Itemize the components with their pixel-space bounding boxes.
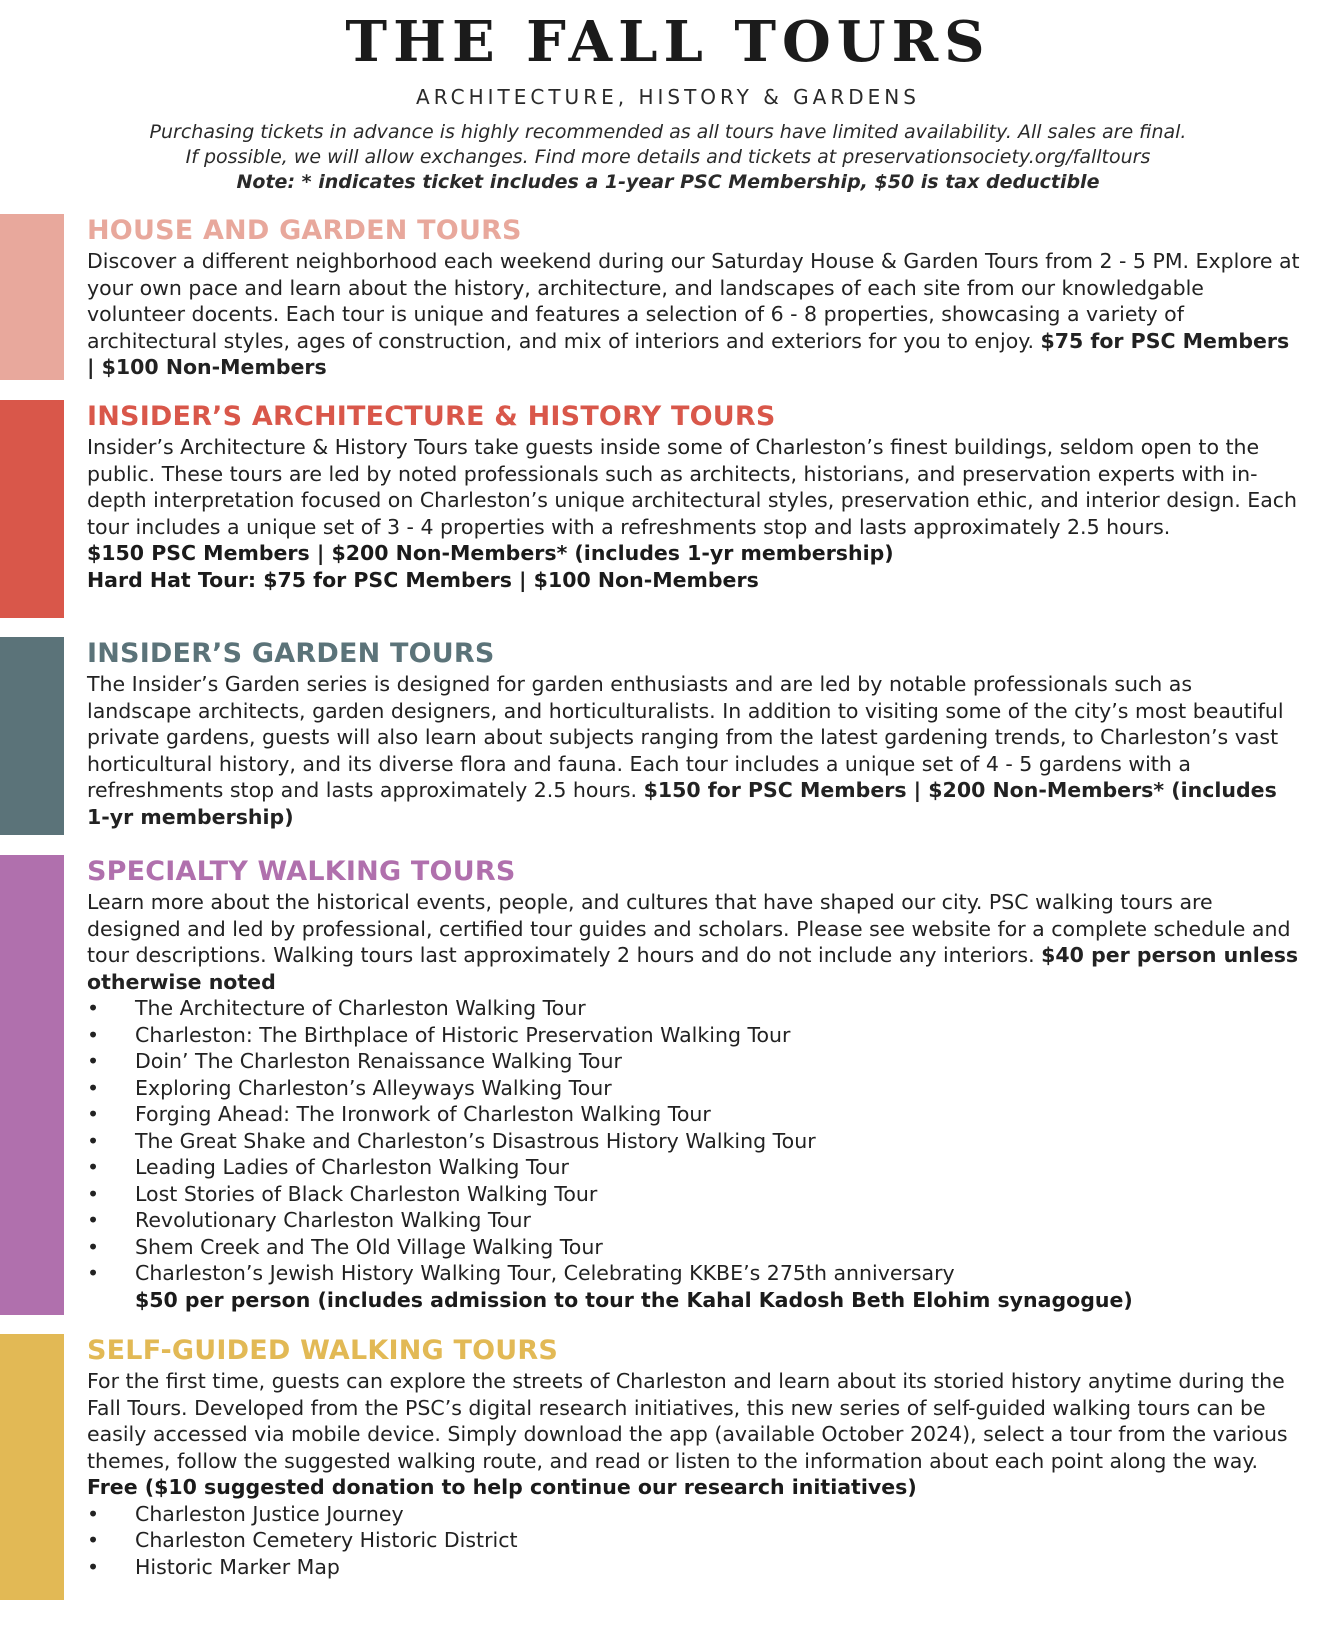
- tour-name: Charleston Cemetery Historic District: [135, 1528, 518, 1552]
- bullet-icon: •: [87, 1022, 100, 1047]
- section-description: [87, 248, 1302, 381]
- tour-name: Lost Stories of Black Charleston Walking Tour: [135, 1181, 598, 1206]
- insider-arch-color-bar: [0, 400, 64, 618]
- section-description: [87, 671, 1302, 830]
- tour-name: The Architecture of Charleston Walking Tour: [135, 996, 586, 1020]
- specialty-color-bar: [0, 855, 64, 1315]
- section-heading: INSIDER’S ARCHITECTURE & HISTORY TOURS: [87, 401, 776, 432]
- list-item: [87, 1181, 1302, 1208]
- tour-name: Exploring Charleston’s Alleyways Walking Tour: [135, 1075, 612, 1100]
- bullet-icon: •: [87, 1261, 100, 1285]
- list-item: [87, 1527, 1302, 1554]
- bullet-icon: •: [87, 996, 100, 1020]
- price-text: $75 for PSC Members | $100 Non-Members: [87, 328, 1290, 379]
- insider-garden-color-bar: [0, 637, 64, 835]
- section-description: [87, 889, 1302, 995]
- page-subtitle: ARCHITECTURE, HISTORY & GARDENS: [416, 85, 920, 109]
- list-item: [87, 1128, 1302, 1155]
- bullet-icon: •: [87, 1528, 100, 1552]
- tour-name: Revolutionary Charleston Walking Tour: [135, 1208, 531, 1232]
- section-heading: SELF-GUIDED WALKING TOURS: [87, 1335, 559, 1366]
- specialty-walking-section: [87, 855, 1302, 1313]
- self-guided-color-bar: [0, 1334, 64, 1600]
- tour-name: Shem Creek and The Old Village Walking Tour: [135, 1234, 603, 1259]
- list-item: [87, 1234, 1302, 1261]
- bullet-icon: •: [87, 1208, 100, 1232]
- price-text: $150 PSC Members | $200 Non-Members* (includes 1-yr membership): [87, 541, 894, 565]
- intro-line-1: Purchasing tickets in advance is highly recommended as all tours have limited availability. All sales are final.: [149, 121, 1187, 143]
- description-text: Discover a different neighborhood each weekend during our Saturday House & Garden Tours from 2 - 5 PM. Explore at your own pace and learn about the history, architecture, and landscapes of each site from our knowledgable volunteer docents. Each tour is unique and features a selection of 6 - 8 properties, showcasing a variety of architectural styles, ages of construction, and mix of interiors and exteriors for you to enjoy.: [87, 249, 1300, 353]
- tour-name: Forging Ahead: The Ironwork of Charleston Walking Tour: [135, 1102, 711, 1126]
- self-guided-tour-list: [87, 1501, 1302, 1581]
- bullet-icon: •: [87, 1128, 100, 1153]
- list-item: [87, 1207, 1302, 1234]
- description-text: Learn more about the historical events, people, and cultures that have shaped our city. PSC walking tours are designed and led by professional, certified tour guides and scholars. Please see website for a complete schedule and tour descriptions. Walking tours last approximately 2 hours and do not include any interiors.: [87, 890, 1291, 967]
- description-text: The Insider’s Garden series is designed for garden enthusiasts and are led by notable professionals such as landscape architects, garden designers, and horticulturalists. In addition to visiting some of the city’s most beautiful private gardens, guests will also learn about subjects ranging from the latest gardening trends, to Charleston’s vast horticultural history, and its diverse flora and fauna. Each tour includes a unique set of 4 - 5 gardens with a refreshments stop and lasts approximately 2.5 hours.: [87, 672, 1284, 802]
- house-color-bar: [0, 214, 64, 380]
- tour-name: Doin’ The Charleston Renaissance Walking Tour: [135, 1049, 622, 1073]
- bullet-icon: •: [87, 1181, 100, 1206]
- section-description: Insider’s Architecture & History Tours take guests inside some of Charleston’s finest buildings, seldom open to the public. These tours are led by noted professionals such as architects, historians, and preservation experts with in-depth interpretation focused on Charleston’s unique architectural styles, preservation ethic, and interior design. Each tour includes a unique set of 3 - 4 properties with a refreshments stop and lasts approximately 2.5 hours.: [87, 435, 1298, 539]
- bullet-icon: •: [87, 1049, 100, 1073]
- membership-note: Note: * indicates ticket includes a 1-year PSC Membership, $50 is tax deductible: [236, 171, 1100, 193]
- list-item: [87, 1260, 1302, 1287]
- tour-name: Charleston Justice Journey: [135, 1501, 404, 1526]
- bullet-icon: •: [87, 1234, 100, 1259]
- list-item: [87, 1048, 1302, 1075]
- section-heading: HOUSE AND GARDEN TOURS: [87, 215, 522, 246]
- tour-name: Leading Ladies of Charleston Walking Tour: [135, 1155, 569, 1179]
- intro-line-2: If possible, we will allow exchanges. Find more details and tickets at preservationsociety.org/falltours: [185, 146, 1151, 168]
- hard-hat-price-text: Hard Hat Tour: $75 for PSC Members | $100 Non-Members: [87, 567, 759, 592]
- list-item: [87, 1101, 1302, 1128]
- list-item: [87, 1022, 1302, 1049]
- list-item: [87, 1154, 1302, 1181]
- jewish-tour-price: $50 per person (includes admission to tour the Kahal Kadosh Beth Elohim synagogue): [135, 1287, 1133, 1312]
- bullet-icon: •: [87, 1075, 100, 1100]
- price-text: Free ($10 suggested donation to help continue our research initiatives): [87, 1475, 917, 1499]
- price-text: $40 per person unless otherwise noted: [87, 943, 1299, 994]
- specialty-tour-list: [87, 995, 1302, 1287]
- section-description: For the first time, guests can explore the streets of Charleston and learn about its storied history anytime during the Fall Tours. Developed from the PSC’s digital research initiatives, this new series of self-guided walking tours can be easily accessed via mobile device. Simply download the app (available October 2024), select a tour from the various themes, follow the suggested walking route, and read or listen to the information about each point along the way.: [87, 1369, 1288, 1473]
- price-text: $150 for PSC Members | $200 Non-Members* (includes 1-yr membership): [87, 778, 1277, 829]
- tour-name: Historic Marker Map: [135, 1554, 340, 1579]
- tour-name: The Great Shake and Charleston’s Disastrous History Walking Tour: [135, 1128, 816, 1153]
- insider-garden-section: [87, 637, 1302, 830]
- section-heading: INSIDER’S GARDEN TOURS: [87, 638, 495, 669]
- tour-name: Charleston’s Jewish History Walking Tour, Celebrating KKBE’s 275th anniversary: [135, 1261, 955, 1285]
- bullet-icon: •: [87, 1501, 100, 1526]
- list-item: [87, 1554, 1302, 1581]
- insider-architecture-section: [87, 400, 1302, 593]
- bullet-icon: •: [87, 1155, 100, 1179]
- list-item: [87, 1075, 1302, 1102]
- tour-name: Charleston: The Birthplace of Historic Preservation Walking Tour: [135, 1022, 791, 1047]
- bullet-icon: •: [87, 1102, 100, 1126]
- section-heading: SPECIALTY WALKING TOURS: [87, 856, 516, 887]
- self-guided-section: [87, 1334, 1302, 1580]
- page-title: THE FALL TOURS: [345, 9, 991, 75]
- list-item: [87, 995, 1302, 1022]
- list-item: [87, 1501, 1302, 1528]
- house-garden-section: [87, 214, 1302, 381]
- intro-block: [40, 120, 1296, 195]
- bullet-icon: •: [87, 1554, 100, 1579]
